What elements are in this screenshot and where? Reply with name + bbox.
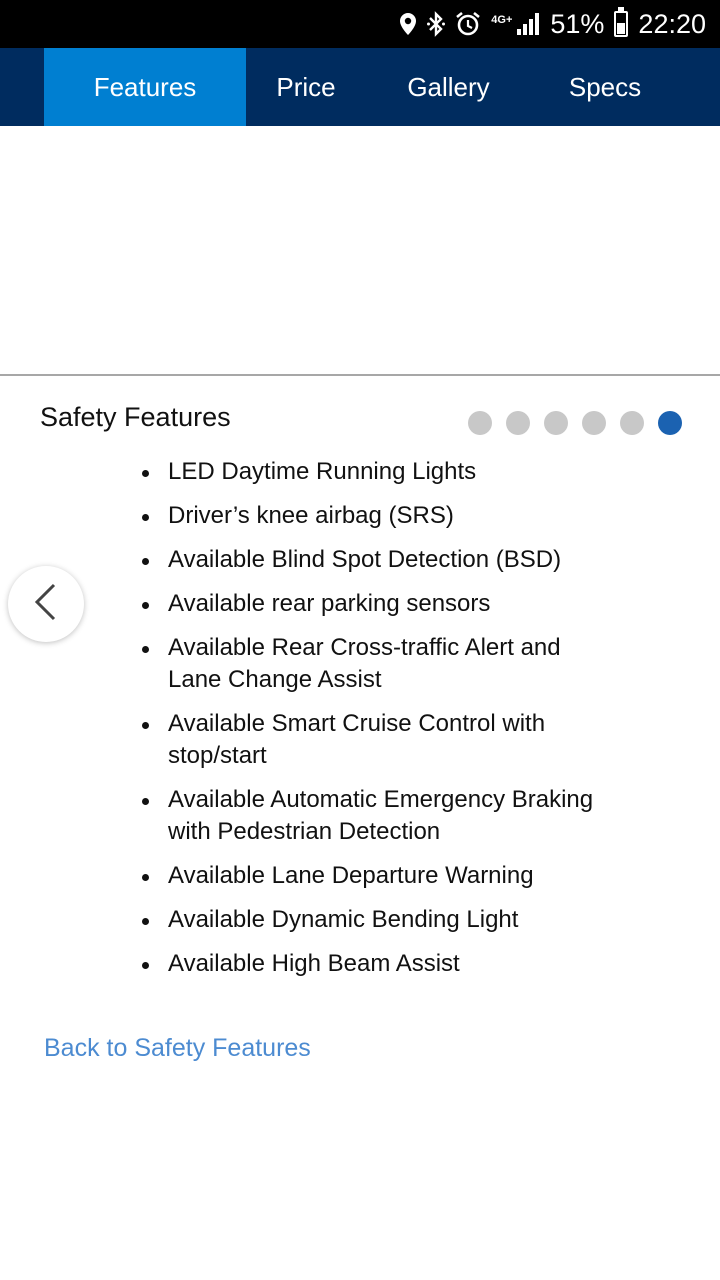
back-to-safety-features-link[interactable]: Back to Safety Features bbox=[44, 1034, 311, 1062]
signal-icon bbox=[516, 12, 540, 36]
tab-specs[interactable]: Specs bbox=[568, 71, 642, 102]
alarm-icon bbox=[455, 11, 481, 37]
carousel-dot-3[interactable] bbox=[544, 411, 568, 435]
battery-fill bbox=[617, 23, 625, 34]
tab-gallery[interactable]: Gallery bbox=[407, 71, 490, 102]
previous-slide-button[interactable] bbox=[8, 566, 84, 642]
feature-list bbox=[140, 456, 620, 992]
list-item: Available Automatic Emergency Braking with Pedestrian Detection bbox=[140, 784, 620, 848]
tab-features[interactable]: Features bbox=[44, 48, 246, 126]
carousel-dot-2[interactable] bbox=[506, 411, 530, 435]
carousel-dot-4[interactable] bbox=[582, 411, 606, 435]
list-item: Available Lane Departure Warning bbox=[140, 860, 620, 892]
list-item: LED Daytime Running Lights bbox=[140, 456, 620, 488]
list-item: Available Rear Cross-traffic Alert and Lane Change Assist bbox=[140, 632, 620, 696]
battery-icon bbox=[614, 11, 628, 37]
status-bar bbox=[0, 0, 720, 48]
carousel-dot-5[interactable] bbox=[620, 411, 644, 435]
list-item: Available Smart Cruise Control with stop/start bbox=[140, 708, 620, 772]
carousel-dot-1[interactable] bbox=[468, 411, 492, 435]
location-icon bbox=[399, 12, 417, 36]
section-divider bbox=[0, 374, 720, 376]
chevron-left-icon bbox=[32, 582, 60, 627]
carousel-dots bbox=[468, 411, 682, 435]
network-type: 4G+ bbox=[491, 13, 513, 26]
list-item: Driver’s knee airbag (SRS) bbox=[140, 500, 620, 532]
clock: 22:20 bbox=[638, 8, 706, 39]
list-item: Available High Beam Assist bbox=[140, 948, 620, 980]
list-item: Available Dynamic Bending Light bbox=[140, 904, 620, 936]
top-nav bbox=[0, 48, 720, 126]
section-title: Safety Features bbox=[40, 402, 231, 432]
bluetooth-icon bbox=[427, 11, 445, 37]
carousel-dot-6[interactable] bbox=[658, 411, 682, 435]
battery-percent: 51% bbox=[550, 8, 605, 39]
list-item: Available Blind Spot Detection (BSD) bbox=[140, 544, 620, 576]
tab-price[interactable]: Price bbox=[276, 71, 336, 102]
list-item: Available rear parking sensors bbox=[140, 588, 620, 620]
